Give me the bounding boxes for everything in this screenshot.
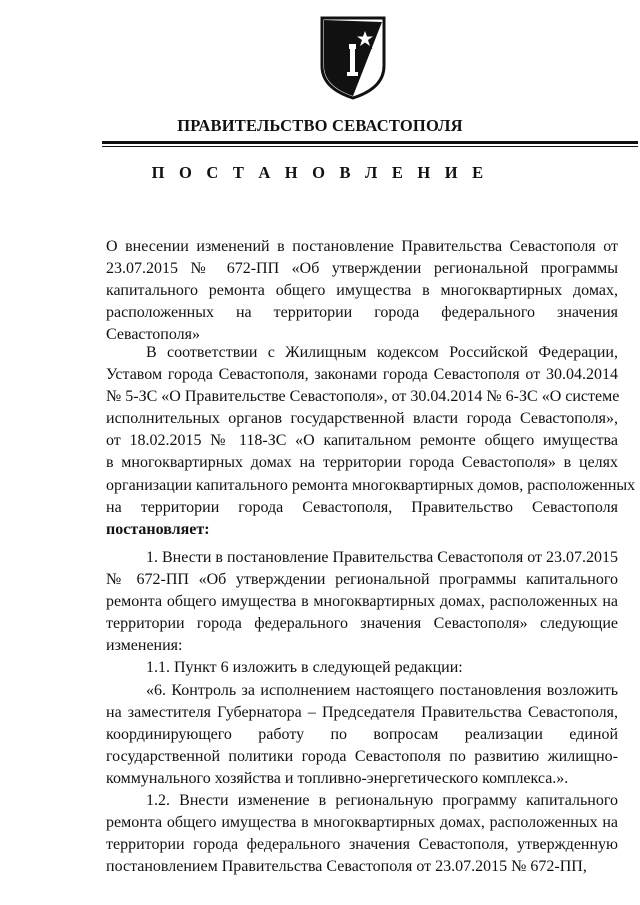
item-1-1-quote: «6. Контроль за исполнением настоящего постановления возложить на заместителя Губернатора – Председателя Правительства Севастополя, координирующего работу по вопросам реализации единой государственной политики города Севастополя по развитию жилищно-коммунального хозяйства и топливно-энергетического комплекса.». xyxy=(106,681,618,787)
preamble-line: № 5-ЗС «О Правительстве Севастополя», от 30.04.2014 № 6-ЗС «О системе xyxy=(106,388,620,406)
preamble-line: Уставом города Севастополя, законами города Севастополя от 30.04.2014 xyxy=(106,366,618,384)
preamble-line: в многоквартирных домах на территории города Севастополя» в целях xyxy=(106,454,618,472)
preamble-line: исполнительных органов государственной власти города Севастополя», xyxy=(106,410,618,428)
document-type-heading: П О С Т А Н О В Л Е Н И Е xyxy=(151,163,489,182)
header-rule-thin xyxy=(102,146,638,147)
item-1-1: 1.1. Пункт 6 изложить в следующей редакции: xyxy=(146,659,463,677)
document-title: О внесении изменений в постановление Правительства Севастополя от 23.07.2015 № 672-ПП «Об утверждении региональной программы капитального ремонта общего имущества в многоквартирных домах, расположенных на территории города федерального значения Севастополя» xyxy=(106,238,618,343)
preamble xyxy=(106,342,636,541)
item-1: 1. Внести в постановление Правительства Севастополя от 23.07.2015 № 672-ПП «Об утверждении региональной программы капитального ремонта общего имущества в многоквартирных домах, расположенных на территории города федерального значения Севастополя» следующие изменения: xyxy=(106,549,618,655)
item-1-2: 1.2. Внести изменение в региональную программу капитального ремонта общего имущества в многоквартирных домах, расположенных на территории города федерального значения Севастополя, утвержденную постановлением Правительства Севастополя от 23.07.2015 № 672-ПП, xyxy=(106,792,618,876)
header-rule-thick xyxy=(102,141,638,144)
resolves-word: постановляет: xyxy=(106,520,210,538)
resolution-items xyxy=(106,547,618,878)
sevastopol-coat-of-arms-icon xyxy=(318,14,388,100)
preamble-line: от 18.02.2015 № 118-ЗС «О капитальном ремонте общего имущества xyxy=(106,432,618,450)
preamble-line: организации капитального ремонта многоквартирных домов, расположенных xyxy=(106,476,636,494)
preamble-line: на территории города Севастополя, Правительство Севастополя xyxy=(106,498,618,516)
organization-name: ПРАВИТЕЛЬСТВО СЕВАСТОПОЛЯ xyxy=(177,116,463,135)
preamble-line: В соответствии с Жилищным кодексом Российской Федерации, xyxy=(146,344,618,361)
